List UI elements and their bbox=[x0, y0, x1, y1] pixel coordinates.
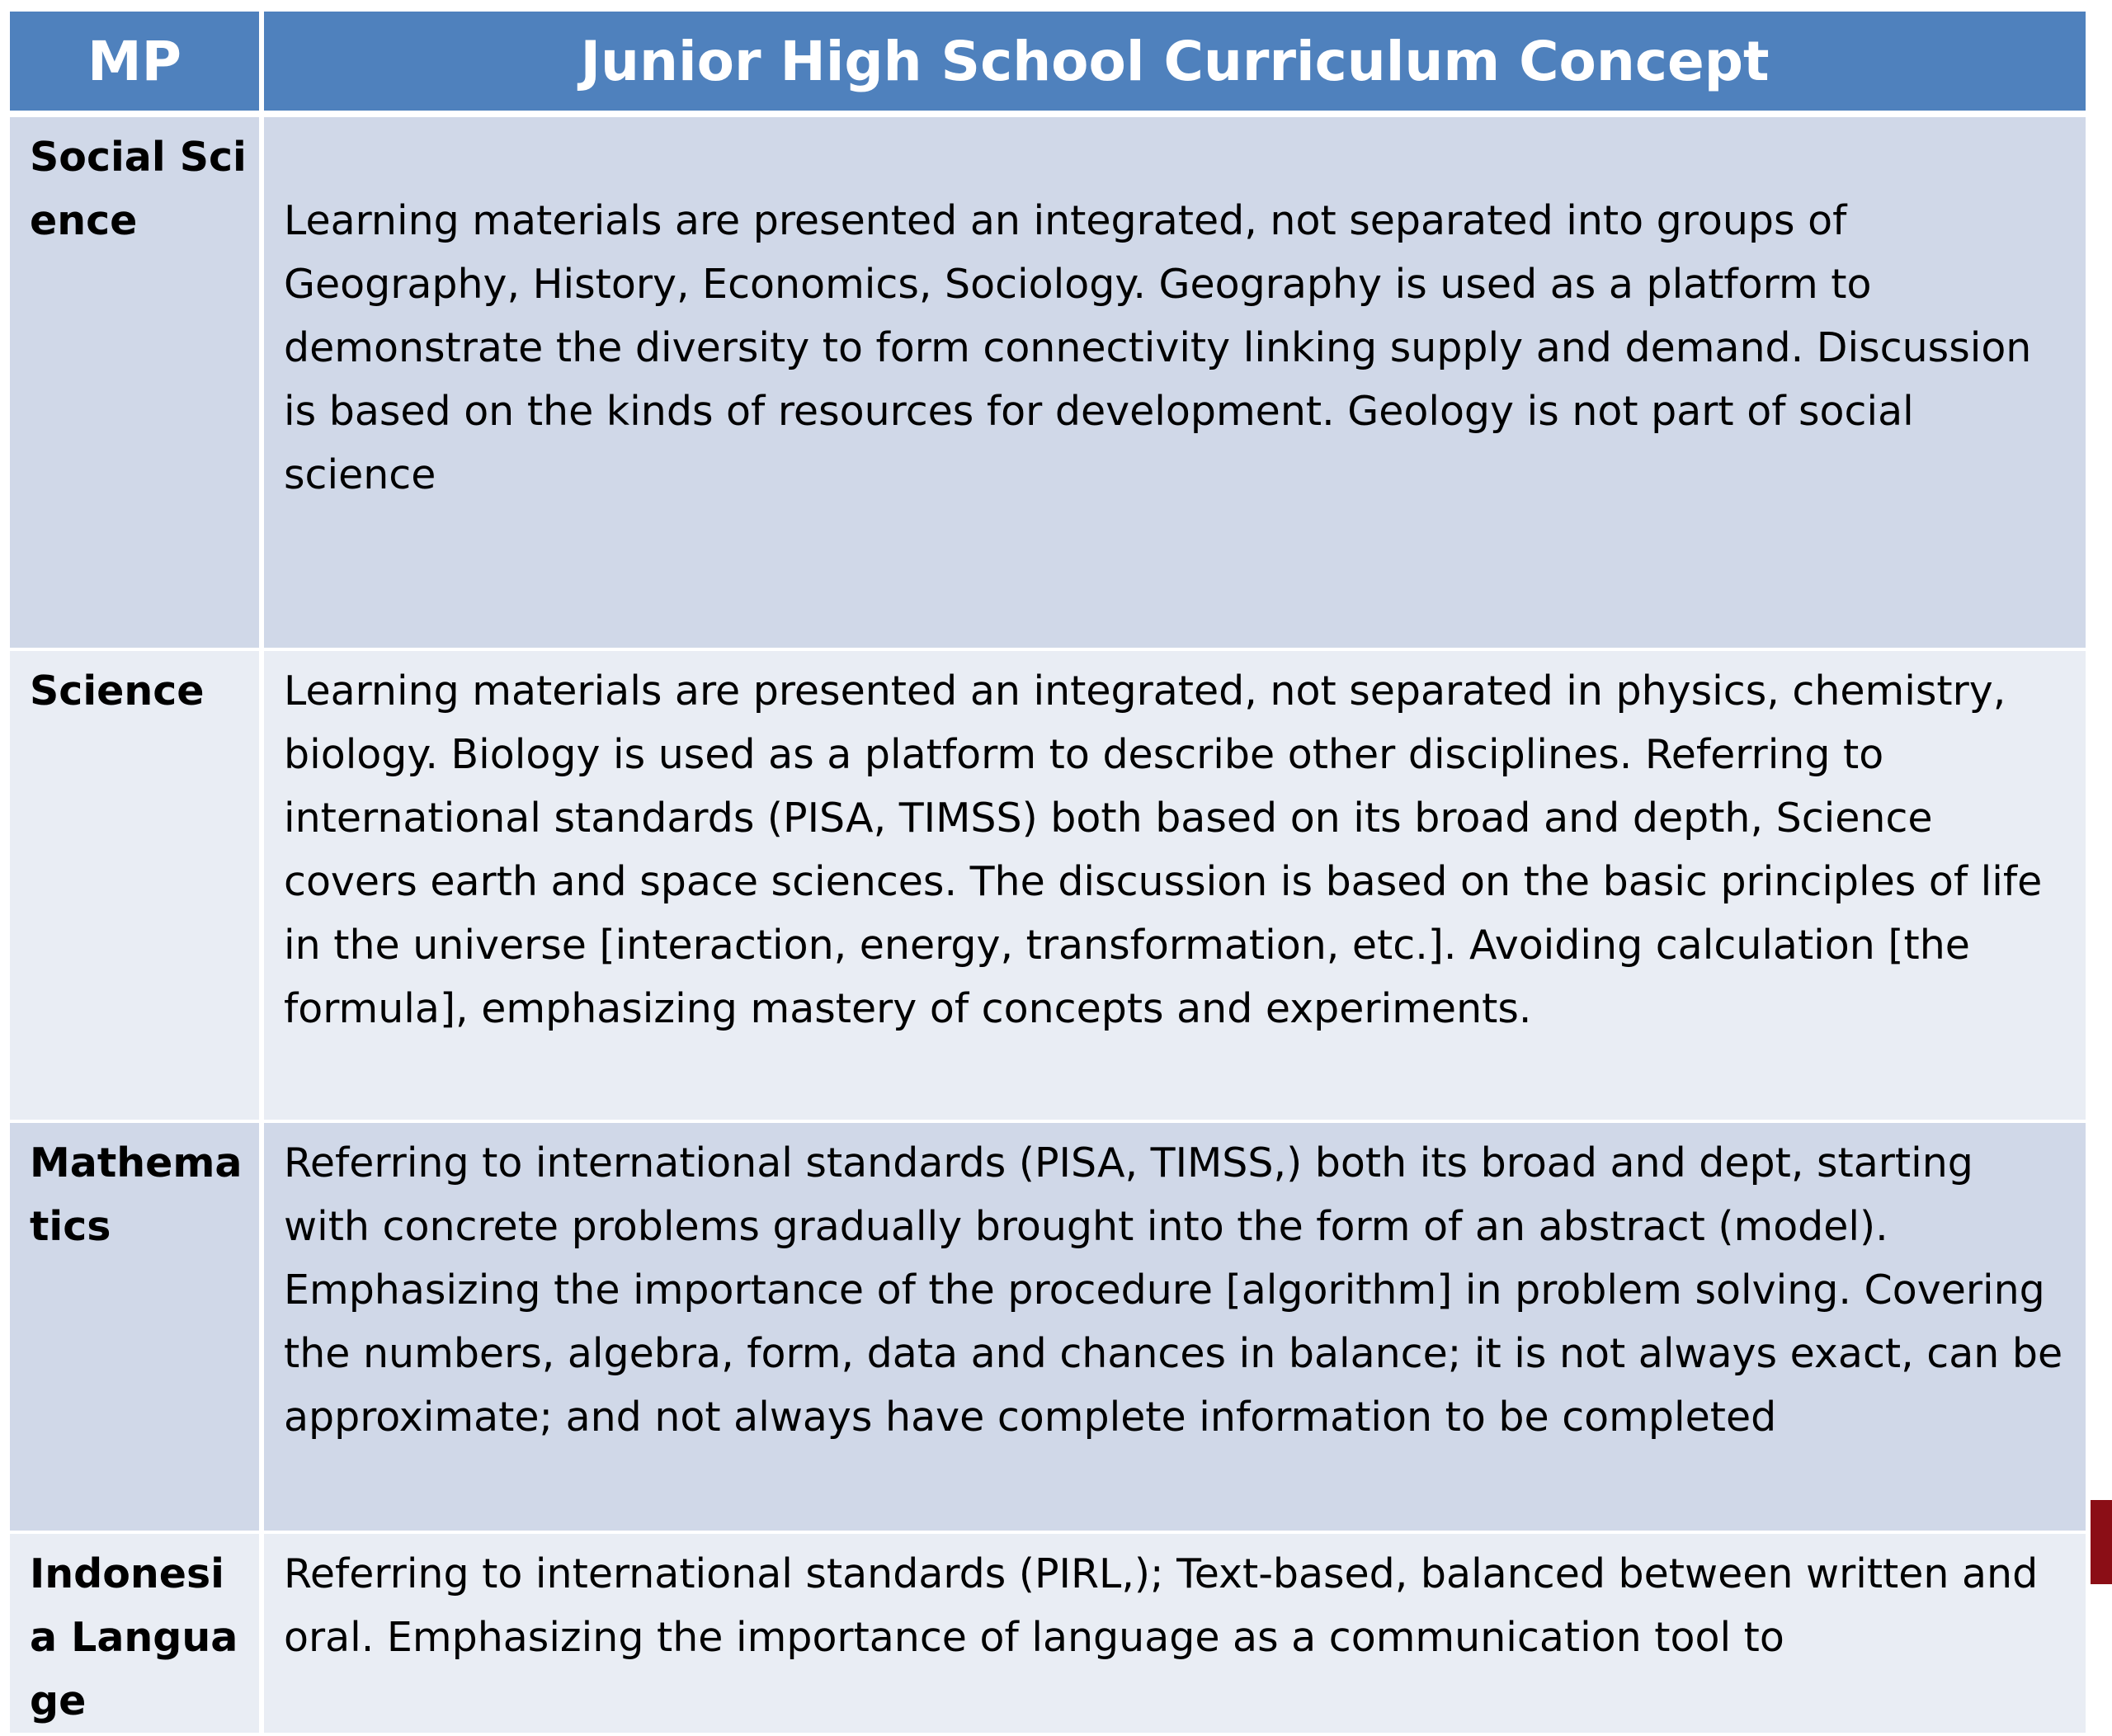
edge-marker bbox=[2091, 1500, 2112, 1584]
table-row-social-science bbox=[10, 117, 2086, 651]
concept-cell: Referring to international standards (PIRL,); Text-based, balanced between written and oral. Emphasizing the importance of language as a communication tool to bbox=[264, 1534, 2086, 1736]
header-mp: MP bbox=[10, 12, 264, 117]
table-row-science bbox=[10, 651, 2086, 1123]
header-concept: Junior High School Curriculum Concept bbox=[264, 12, 2086, 117]
table-row-indonesia-language bbox=[10, 1534, 2086, 1736]
table-row-mathematics bbox=[10, 1123, 2086, 1534]
subject-cell: Science bbox=[10, 651, 264, 1123]
concept-cell: Referring to international standards (PISA, TIMSS,) both its broad and dept, starting with concrete problems gradually brought into the form of an abstract (model). Emphasizing the importance of the procedure [algorithm] in problem solving. Covering the numbers, algebra, form, data and chances in balance; it is not always exact, can be approximate; and not always have complete information to be completed bbox=[264, 1123, 2086, 1534]
concept-cell: Learning materials are presented an integrated, not separated into groups of Geography, History, Economics, Sociology. Geography is used as a platform to demonstrate the diversity to form connectivity linking supply and demand. Discussion is based on the kinds of resources for development. Geology is not part of social science bbox=[264, 117, 2086, 651]
subject-cell: Mathematics bbox=[10, 1123, 264, 1534]
concept-cell: Learning materials are presented an integrated, not separated in physics, chemistry, biology. Biology is used as a platform to describe other disciplines. Referring to international standards (PISA, TIMSS) both based on its broad and depth, Science covers earth and space sciences. The discussion is based on the basic principles of life in the universe [interaction, energy, transformation, etc.]. Avoiding calculation [the formula], emphasizing mastery of concepts and experiments. bbox=[264, 651, 2086, 1123]
subject-cell: Social Science bbox=[10, 117, 264, 651]
curriculum-table bbox=[10, 12, 2086, 1736]
header-row bbox=[10, 12, 2086, 117]
subject-cell: Indonesia Language bbox=[10, 1534, 264, 1736]
